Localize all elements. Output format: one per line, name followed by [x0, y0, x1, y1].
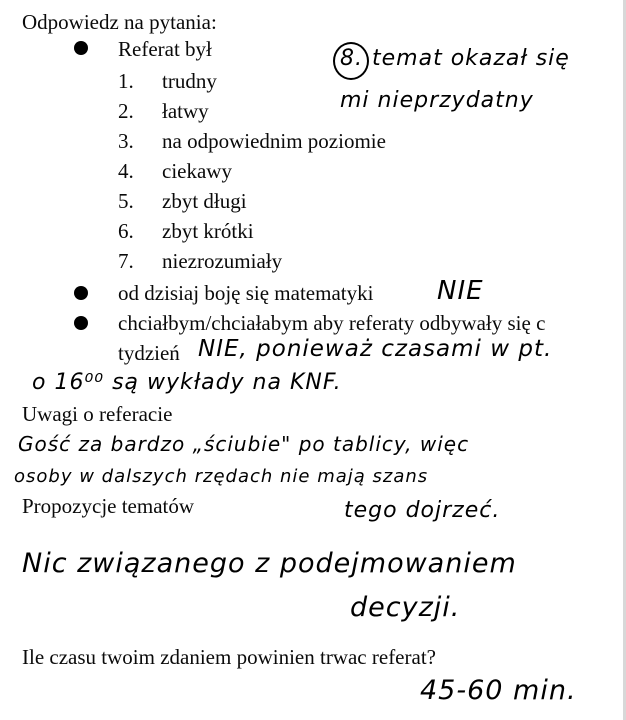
question-referat-label: Referat był [118, 37, 212, 61]
option-number: 1. [118, 69, 134, 93]
option-ciekawy: ciekawy [162, 159, 232, 183]
handwritten-remarks-line1: Gość za bardzo „ściubie" po tablicy, więc [18, 432, 470, 456]
bullet-icon [74, 41, 88, 55]
remarks-label: Uwagi o referacie [22, 402, 173, 426]
handwritten-matematyka-answer: NIE [437, 276, 484, 306]
option-trudny: trudny [162, 69, 217, 93]
handwritten-answer-line2: mi nieprzydatny [340, 88, 534, 113]
handwritten-answer-number: 8. [340, 46, 363, 71]
option-number: 4. [118, 159, 134, 183]
option-number: 5. [118, 189, 134, 213]
option-number: 7. [118, 249, 134, 273]
option-zbyt-krotki: zbyt krótki [162, 219, 254, 243]
option-number: 6. [118, 219, 134, 243]
question-referaty-label-line2: tydzień [118, 341, 180, 365]
form-heading: Odpowiedz na pytania: [22, 10, 217, 34]
option-number: 2. [118, 99, 134, 123]
question-matematyka-label: od dzisiaj boję się matematyki [118, 281, 374, 305]
duration-label: Ile czasu twoim zdaniem powinien trwac referat? [22, 645, 436, 669]
handwritten-duration-answer: 45-60 min. [420, 675, 577, 706]
handwritten-remarks-line2: osoby w dalszych rzędach nie mają szans [14, 466, 429, 487]
option-zbyt-dlugi: zbyt długi [162, 189, 247, 213]
handwritten-referaty-answer-line2: o 16⁰⁰ są wykłady na KNF. [32, 370, 342, 395]
handwritten-remarks-line3: tego dojrzeć. [344, 498, 501, 523]
bullet-icon [74, 286, 88, 300]
bullet-icon [74, 316, 88, 330]
handwritten-referaty-answer-line1: NIE, ponieważ czasami w pt. [198, 336, 553, 362]
question-referaty-label-line1: chciałbym/chciałabym aby referaty odbywały się c [118, 311, 546, 335]
handwritten-topics-line1: Nic związanego z podejmowaniem [22, 548, 517, 579]
option-odpowiedni-poziom: na odpowiednim poziomie [162, 129, 386, 153]
topics-label: Propozycje tematów [22, 494, 195, 518]
handwritten-answer-line1: temat okazał się [372, 46, 570, 71]
option-latwy: łatwy [162, 99, 209, 123]
option-niezrozumialy: niezrozumiały [162, 249, 283, 273]
handwritten-topics-line2: decyzji. [350, 592, 461, 623]
option-number: 3. [118, 129, 134, 153]
